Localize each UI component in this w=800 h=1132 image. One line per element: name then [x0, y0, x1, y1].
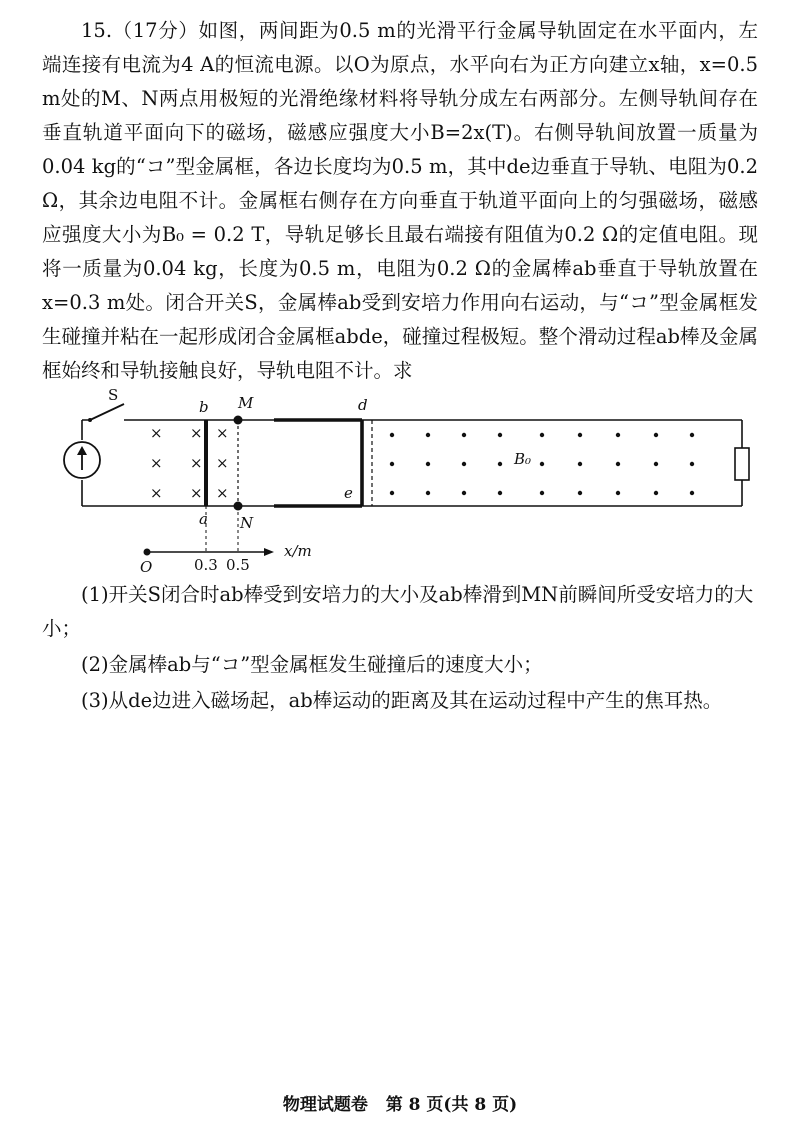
svg-text:×: × [150, 484, 163, 502]
field-dot [616, 491, 620, 495]
field-dot [654, 491, 658, 495]
field-dot [390, 433, 394, 437]
page-footer [0, 1090, 800, 1115]
field-dot [498, 433, 502, 437]
field-dot [540, 491, 544, 495]
svg-text:×: × [216, 424, 229, 442]
axis-label: x/m [284, 542, 312, 560]
switch-icon [88, 404, 124, 422]
svg-text:×: × [190, 484, 203, 502]
field-dot [540, 462, 544, 466]
label-b: b [199, 398, 209, 416]
x-axis [144, 506, 275, 556]
field-dot [540, 433, 544, 437]
field-dot [426, 491, 430, 495]
field-dot [498, 491, 502, 495]
label-d: d [358, 396, 368, 414]
label-b0: B₀ [514, 450, 532, 468]
question-2: (2)金属棒ab与“コ”型金属框发生碰撞后的速度大小； [81, 653, 543, 676]
field-dot [462, 491, 466, 495]
problem-text: 15.（17分）如图，两间距为0.5 m的光滑平行金属导轨固定在水平面内，左端连接有电流为4 A的恒流电源。以O为原点，水平向右为正方向建立x轴，x=0.5 m处的M、N两点用极短的光滑绝缘材料将导轨分成左右两部分。左侧导轨间存在垂直轨道平面向下的磁场，磁感应强度大小B=2x(T)。右侧导轨间放置一质量为0.04 kg的“コ”型金属框，各边长度均为0.5 m，其中de边垂直于导轨、电阻为0.2 Ω，其余边电阻不计。金属框右侧存在方向垂直于轨道平面向上的匀强磁场，磁感应强度大小为B₀ = 0.2 T，导轨足够长且最右端接有阻值为0.2 Ω的定值电阻。现将一质量为0.04 kg，长度为0.5 m，电阻为0.2 Ω的金属棒ab垂直于导轨放置在x=0.3 m处。闭合开关S，金属棒ab受到安培力作用向右运动，与“コ”型金属框发生碰撞并粘在一起形成闭合金属框abde，碰撞过程极短。整个滑动过程ab棒及金属框始终和导轨接触良好，导轨电阻不计。求 [42, 19, 758, 382]
resistor-icon [735, 448, 749, 480]
circuit-diagram [52, 388, 752, 578]
field-dot [654, 462, 658, 466]
question-3: (3)从de边进入磁场起，ab棒运动的距离及其在运动过程中产生的焦耳热。 [81, 689, 723, 712]
field-dot [390, 491, 394, 495]
magnetic-field-out-of-page [390, 433, 694, 495]
tick-03: 0.3 [194, 556, 218, 574]
field-dot [578, 491, 582, 495]
footer-subject: 物理试题卷 [282, 1095, 368, 1115]
field-dot [654, 433, 658, 437]
field-dot [498, 462, 502, 466]
field-dot [426, 433, 430, 437]
question-1: (1)开关S闭合时ab棒受到安培力的大小及ab棒滑到MN前瞬间所受安培力的大小； [42, 583, 754, 640]
questions [42, 578, 758, 720]
label-m: M [238, 394, 254, 412]
field-dot [578, 433, 582, 437]
point-m [234, 416, 243, 425]
current-source-icon [64, 442, 100, 478]
field-dot [690, 433, 694, 437]
problem-statement [42, 14, 758, 388]
svg-text:×: × [216, 484, 229, 502]
svg-text:×: × [150, 454, 163, 472]
label-e: e [344, 484, 353, 502]
svg-text:×: × [216, 454, 229, 472]
tick-05: 0.5 [226, 556, 250, 574]
field-dot [616, 433, 620, 437]
circuit-figure [52, 388, 752, 578]
label-o: O [140, 558, 153, 576]
svg-text:×: × [190, 454, 203, 472]
field-dot [690, 462, 694, 466]
field-dot [390, 462, 394, 466]
svg-text:×: × [190, 424, 203, 442]
label-a: a [199, 510, 208, 528]
field-dot [462, 433, 466, 437]
field-dot [578, 462, 582, 466]
footer-page: 第 8 页(共 8 页) [385, 1095, 518, 1115]
svg-text:×: × [150, 424, 163, 442]
magnetic-field-into-page [150, 424, 229, 502]
label-s: S [108, 388, 119, 404]
field-dot [690, 491, 694, 495]
field-dot [616, 462, 620, 466]
field-dot [426, 462, 430, 466]
field-dot [462, 462, 466, 466]
label-n: N [240, 514, 254, 532]
